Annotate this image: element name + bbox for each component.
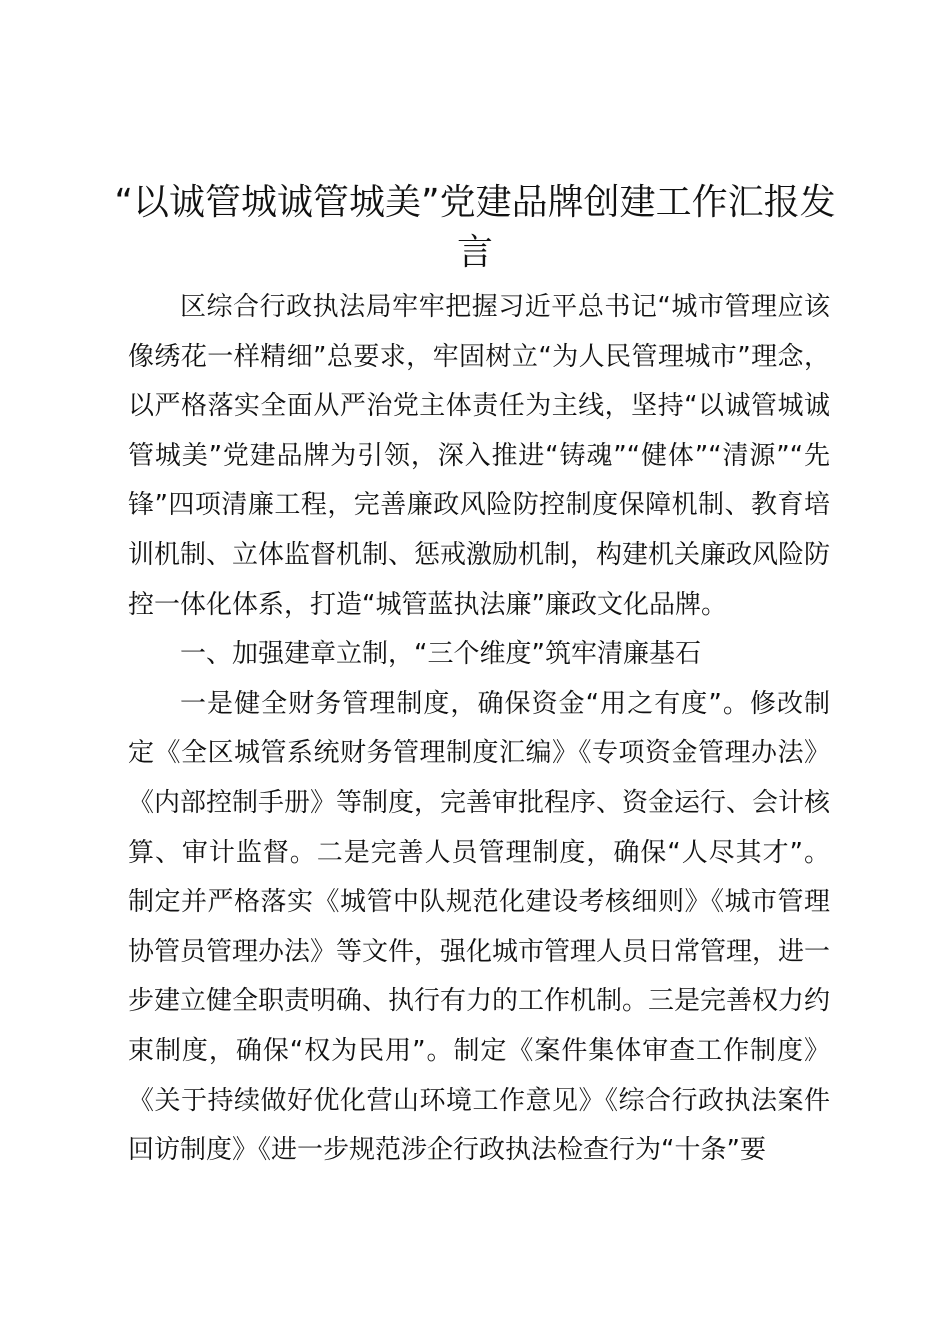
intro-paragraph: 区综合行政执法局牢牢把握习近平总书记“城市管理应该像绣花一样精细”总要求，牢固树立“为人民管理城市”理念，以严格落实全面从严治党主体责任为主线，坚持“以诚管城诚管城美”党建品牌为引领，深入推进“铸魂”“健体”“清源”“先锋”四项清廉工程，完善廉政风险防控制度保障机制、教育培训机制、立体监督机制、惩戒激励机制，构建机关廉政风险防控一体化体系，打造“城管蓝执法廉”廉政文化品牌。 (128, 292, 831, 620)
body-paragraph: 一是健全财务管理制度，确保资金“用之有度”。修改制定《全区城管系统财务管理制度汇编》《专项资金管理办法》《内部控制手册》等制度，完善审批程序、资金运行、会计核算、审计监督。二是完善人员管理制度，确保“人尽其才”。制定并严格落实《城管中队规范化建设考核细则》《城市管理协管员管理办法》等文件，强化城市管理人员日常管理，进一步建立健全职责明确、执行有力的工作机制。三是完善权力约束制度，确保“权为民用”。制定《案件集体审查工作制度》《关于持续做好优化营山环境工作意见》《综合行政执法案件回访制度》《进一步规范涉企行政执法检查行为“十条”要 (128, 688, 831, 1166)
document-body (128, 283, 830, 1176)
section-heading: 一、加强建章立制，“三个维度”筑牢清廉基石 (180, 639, 701, 670)
document-title: “以诚管城诚管城美”党建品牌创建工作汇报发言 (114, 182, 836, 273)
